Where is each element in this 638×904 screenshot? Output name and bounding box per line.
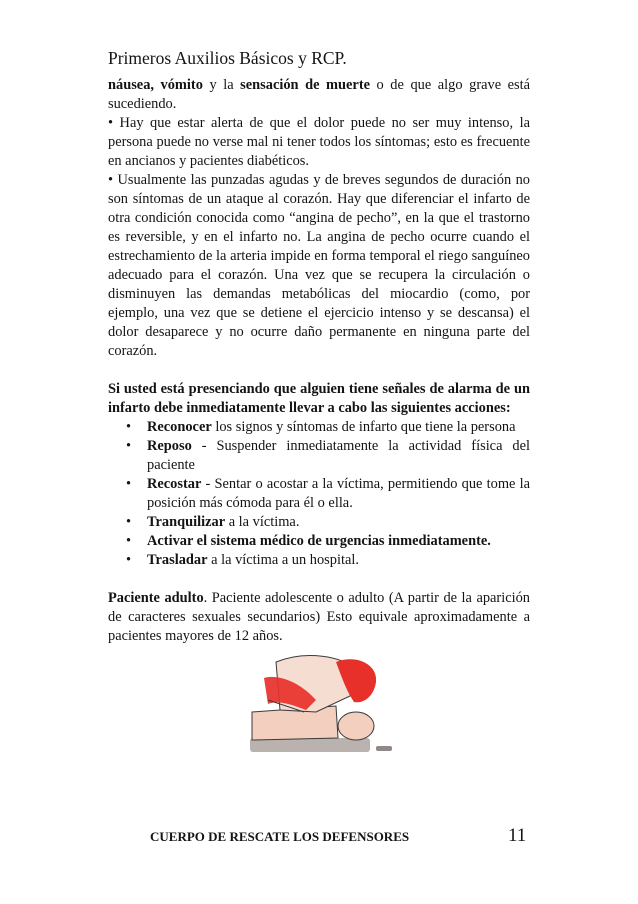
bullet-icon: • <box>126 438 132 454</box>
actions-heading: Si usted está presenciando que alguien tiene señales de alarma de un infarto debe inmediatamente llevar a cabo las siguientes acciones: <box>108 381 530 416</box>
alert-paragraph: • Hay que estar alerta de que el dolor puede no ser muy intenso, la persona puede no verse mal ni tener todos los síntomas; esto es frecuente en ancianos y pacientes diabéticos. <box>108 115 530 169</box>
cpr-illustration <box>246 652 400 758</box>
bullet-icon: • <box>126 419 132 435</box>
action-item-transfer: • Trasladar a la víctima a un hospital. <box>126 552 359 568</box>
action-item-calm: • Tranquilizar a la víctima. <box>126 514 300 530</box>
actions-list <box>108 418 530 570</box>
symptom-death-feeling: sensación de muerte <box>240 77 370 93</box>
page-number: 11 <box>508 825 527 846</box>
bullet-icon: • <box>126 514 132 530</box>
footer-organization: CUERPO DE RESCATE LOS DEFENSORES <box>150 829 410 844</box>
adult-patient-paragraph: Paciente adulto. Paciente adolescente o adulto (A partir de la aparición de caracteres sexuales secundarios) Esto equivale aproximadamente a pacientes mayores de 12 años. <box>108 590 530 644</box>
angina-paragraph: • Usualmente las punzadas agudas y de breves segundos de duración no son síntomas de un ataque al corazón. Hay que diferenciar el infarto de otra condición conocida como “angina de pecho”, en la que el trastorno es reversible, y en el infarto no. La angina de pecho ocurre cuando el estrechamiento de la arteria impide en forma temporal el riego sanguíneo adecuado para el corazón. Una vez que se recupera la circulación o disminuyen las demandas metabólicas del miocardio (como, por ejemplo, una vez que se detiene el ejercicio intenso y se descansa) el dolor desaparece y no ocurre daño permanente en ninguna parte del corazón. <box>108 172 530 359</box>
action-item-emergency: • Activar el sistema médico de urgencias inmediatamente. <box>126 533 491 549</box>
bullet-icon: • <box>126 476 132 492</box>
page-header: Primeros Auxilios Básicos y RCP. <box>108 48 347 68</box>
symptom-nausea: náusea, vómito <box>108 77 203 93</box>
symptoms-paragraph: náusea, vómito y la sensación de muerte o de que algo grave está sucediendo. <box>108 77 530 112</box>
victim-head <box>338 712 374 740</box>
bullet-icon: • <box>126 552 132 568</box>
action-item-recognize: • Reconocer los signos y síntomas de infarto que tiene la persona <box>126 419 516 435</box>
action-item-rest: • Reposo - Suspender inmediatamente la actividad física del paciente <box>126 438 530 473</box>
bullet-icon: • <box>126 533 132 549</box>
body-text <box>108 76 530 646</box>
action-item-lie-down: • Recostar - Sentar o acostar a la víctima, permitiendo que tome la posición más cómoda para él o ella. <box>126 476 530 511</box>
